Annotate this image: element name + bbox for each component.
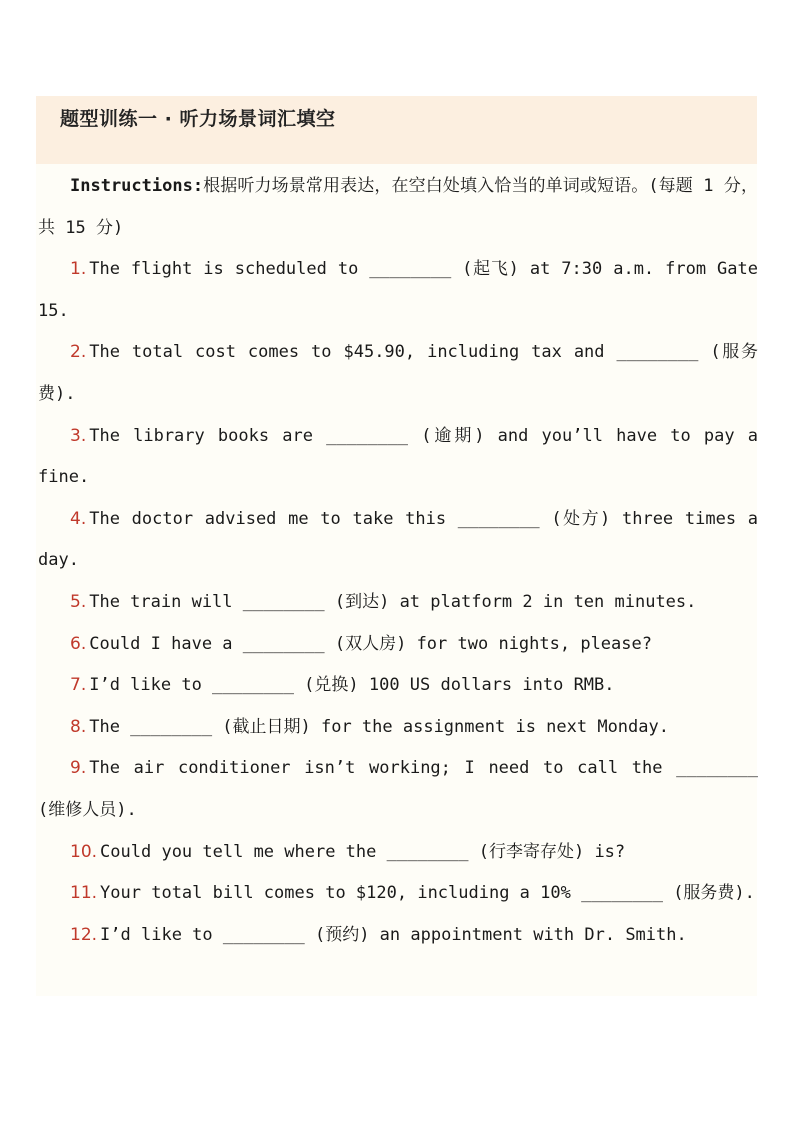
- question-text: Your total bill comes to $120, including a 10% ________ (服务费).: [100, 883, 755, 904]
- question-item: [38, 873, 758, 915]
- question-text: The total cost comes to $45.90, including tax and ________ (服务费).: [38, 342, 758, 404]
- exercise-content: [38, 166, 758, 956]
- question-item: [38, 832, 758, 874]
- question-text: The ________ (截止日期) for the assignment is next Monday.: [89, 716, 669, 737]
- question-number: 10.: [70, 841, 98, 862]
- question-item: [38, 624, 758, 666]
- question-text: I’d like to ________ (预约) an appointment with Dr. Smith.: [100, 924, 687, 945]
- question-number: 1.: [70, 259, 87, 280]
- section-title: 题型训练一 · 听力场景词汇填空: [60, 108, 336, 130]
- question-number: 12.: [70, 924, 98, 945]
- question-item: [38, 499, 758, 582]
- question-text: Could I have a ________ (双人房) for two nights, please?: [89, 633, 652, 654]
- question-text: The air conditioner isn’t working; I need to call the ________ (维修人员).: [38, 758, 758, 820]
- instructions-label: Instructions:: [70, 176, 204, 196]
- question-item: [38, 416, 758, 499]
- question-item: [38, 249, 758, 332]
- instructions-paragraph: [38, 166, 758, 249]
- question-number: 11.: [70, 883, 98, 904]
- question-item: [38, 748, 758, 831]
- question-text: The train will ________ (到达) at platform 2 in ten minutes.: [89, 591, 697, 612]
- question-text: I’d like to ________ (兑换) 100 US dollars into RMB.: [89, 675, 615, 696]
- question-number: 9.: [70, 758, 87, 779]
- question-item: [38, 665, 758, 707]
- question-number: 2.: [70, 342, 87, 363]
- question-text: The flight is scheduled to ________ (起飞) at 7:30 a.m. from Gate 15.: [38, 259, 758, 321]
- question-number: 5.: [70, 591, 87, 612]
- question-item: [38, 915, 758, 957]
- question-item: [38, 332, 758, 415]
- question-number: 8.: [70, 716, 87, 737]
- instructions-text: 根据听力场景常用表达，在空白处填入恰当的单词或短语。(每题 1 分，共 15 分): [38, 176, 758, 238]
- question-text: Could you tell me where the ________ (行李寄存处) is?: [100, 841, 626, 862]
- question-number: 4.: [70, 508, 87, 529]
- question-number: 3.: [70, 425, 87, 446]
- question-text: The doctor advised me to take this ________ (处方) three times a day.: [38, 508, 758, 571]
- question-number: 6.: [70, 633, 87, 654]
- question-text: The library books are ________ (逾期) and you’ll have to pay a fine.: [38, 425, 758, 488]
- question-item: [38, 707, 758, 749]
- question-number: 7.: [70, 675, 87, 696]
- question-item: [38, 582, 758, 624]
